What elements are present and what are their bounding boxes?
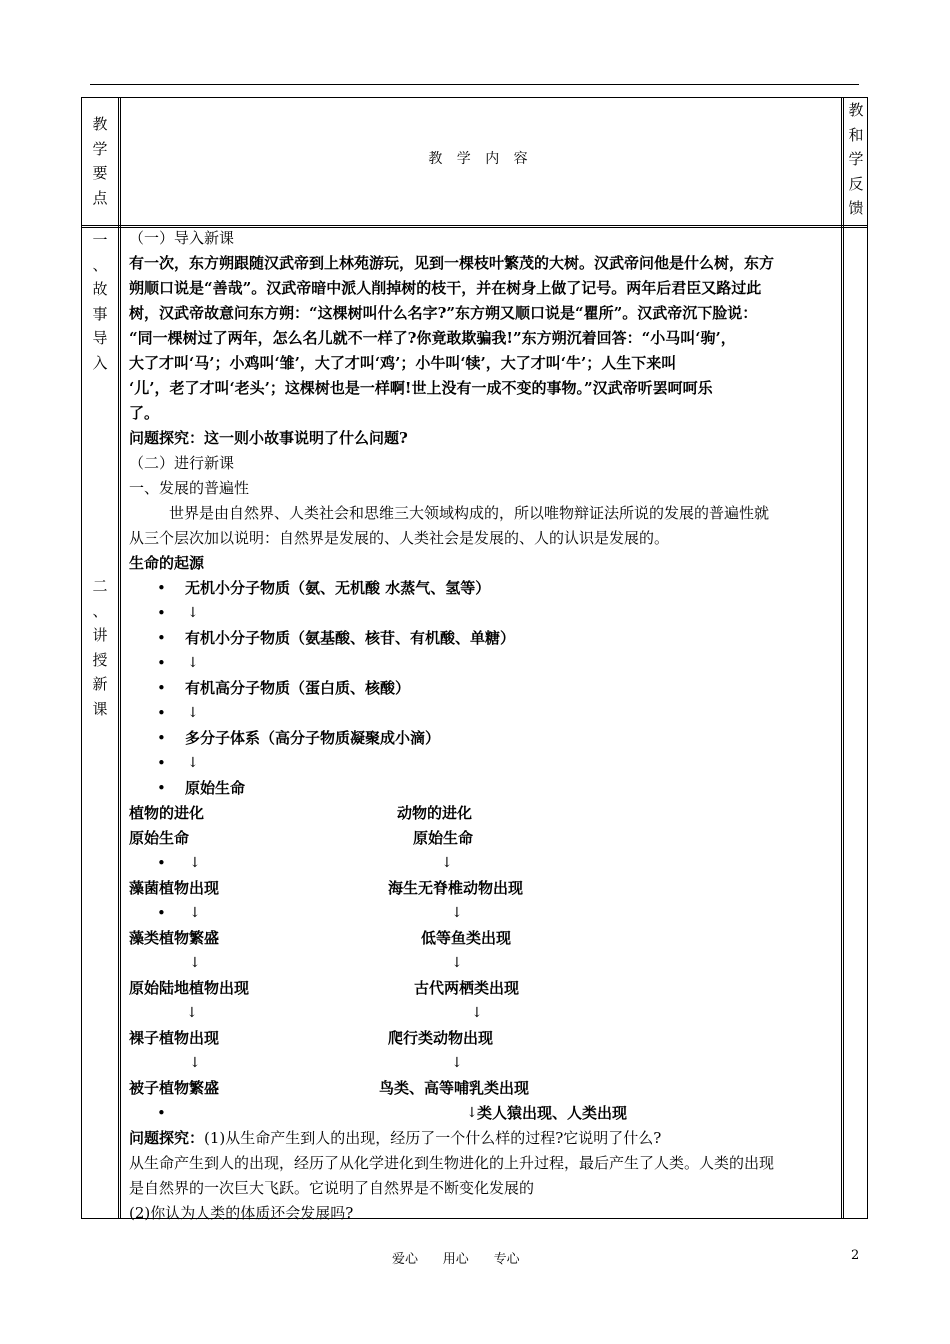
down-arrow-icon: ↓ <box>187 705 199 721</box>
header-char: 学 <box>848 150 864 168</box>
animal-step: 海生无脊椎动物出现 <box>388 879 524 897</box>
story-line: 树，汉武帝故意问东方朔：“这棵树叫什么名字?”东方朔又顺口说是“瞿所”。汉武帝沉下脸说： <box>129 304 758 322</box>
section-char: 新 <box>92 675 108 693</box>
bullet-dot: • <box>157 1104 166 1122</box>
inquiry-question: 问题探究：这一则小故事说明了什么问题? <box>129 429 408 447</box>
down-arrow-icon: ↓ <box>189 905 201 921</box>
animal-step: 原始生命 <box>413 829 474 847</box>
down-arrow-icon: ↓ <box>466 1105 478 1121</box>
bullet-dot: • <box>157 729 166 747</box>
inquiry-question-1 <box>129 1126 661 1150</box>
header-char: 教 <box>92 115 108 133</box>
column-divider <box>120 98 121 1218</box>
story-line: 朔顺口说是“善哉”。汉武帝暗中派人削掉树的枝干，并在树身上做了记号。两年后君臣又路过此 <box>129 279 762 297</box>
subheading-new-lesson: （二）进行新课 <box>129 454 235 472</box>
header-char: 和 <box>848 125 864 144</box>
story-line: 有一次，东方朔跟随汉武帝到上林苑游玩，见到一棵枝叶繁茂的大树。汉武帝问他是什么树，东方 <box>129 254 775 272</box>
plant-step: 藻类植物繁盛 <box>129 929 220 947</box>
bullet-dot: • <box>157 629 166 647</box>
bullet-dot: • <box>157 754 166 772</box>
answer-line: 是自然界的一次巨大飞跃。它说明了自然界是不断变化发展的 <box>129 1179 535 1197</box>
bullet-dot: • <box>157 604 166 622</box>
header-char: 馈 <box>848 199 864 217</box>
plant-evolution-title: 植物的进化 <box>129 804 205 822</box>
section-char: 授 <box>92 650 108 669</box>
plant-step: 藻菌植物出现 <box>129 879 220 897</box>
animal-evolution-title: 动物的进化 <box>397 804 473 822</box>
section-char: 入 <box>92 353 108 372</box>
plant-step: 原始陆地植物出现 <box>129 979 250 997</box>
bullet-dot: • <box>157 679 166 697</box>
bullet-dot: • <box>157 654 166 672</box>
chain-step: 有机高分子物质（蛋白质、核酸） <box>185 679 411 697</box>
animal-step: 爬行类动物出现 <box>388 1029 494 1047</box>
down-arrow-icon: ↓ <box>471 1005 483 1021</box>
story-line: 大了才叫‘马’；小鸡叫‘雏’，大了才叫‘鸡’；小牛叫‘犊’，大了才叫‘牛’；人生下来叫 <box>129 354 677 372</box>
story-line: 了。 <box>129 404 160 422</box>
bullet-dot: • <box>157 854 166 872</box>
footer-motto: 爱心 用心 专心 <box>392 1252 520 1267</box>
topic-heading: 一、发展的普遍性 <box>129 479 250 497</box>
bullet-dot: • <box>157 779 166 797</box>
down-arrow-icon: ↓ <box>189 855 201 871</box>
down-arrow-icon: ↓ <box>189 1055 201 1071</box>
bullet-dot: • <box>157 579 166 597</box>
down-arrow-icon: ↓ <box>451 955 463 971</box>
header-content-title: 教 学 内 容 <box>428 151 533 167</box>
story-line: ‘儿’，老了才叫‘老头’；这棵树也是一样啊!世上没有一成不变的事物。”汉武帝听罢呵呵乐 <box>129 379 713 397</box>
down-arrow-icon: ↓ <box>451 1055 463 1071</box>
down-arrow-icon: ↓ <box>187 755 199 771</box>
header-char: 点 <box>92 188 108 207</box>
story-line: “同一棵树过了两年，怎么名儿就不一样了?你竟敢欺骗我!”东方朔沉着回答：“小马叫‘驹’， <box>129 329 736 347</box>
header-char: 教 <box>848 101 864 119</box>
plant-step: 被子植物繁盛 <box>129 1079 220 1097</box>
header-char: 学 <box>92 139 108 158</box>
inquiry-question-2: (2)你认为人类的体质还会发展吗? <box>129 1204 354 1222</box>
section-char: 讲 <box>92 626 108 644</box>
plant-step: 原始生命 <box>129 829 190 847</box>
chain-step: 有机小分子物质（氨基酸、核苷、有机酸、单糖） <box>185 629 516 647</box>
down-arrow-icon: ↓ <box>441 855 453 871</box>
paragraph-line: 从三个层次加以说明：自然界是发展的、人类社会是发展的、人的认识是发展的。 <box>129 529 670 547</box>
bullet-dot: • <box>157 704 166 722</box>
down-arrow-icon: ↓ <box>187 605 199 621</box>
down-arrow-icon: ↓ <box>451 905 463 921</box>
section-char: 二 <box>92 577 108 595</box>
page-number: 2 <box>851 1248 860 1263</box>
animal-step: 低等鱼类出现 <box>421 929 512 947</box>
chain-step: 多分子体系（高分子物质凝聚成小滴） <box>185 729 441 747</box>
chain-step: 无机小分子物质（氨、无机酸 水蒸气、氢等） <box>185 579 491 597</box>
inquiry-label: 问题探究： <box>129 1129 205 1147</box>
animal-step: 类人猿出现、人类出现 <box>477 1104 628 1122</box>
bullet-dot: • <box>157 904 166 922</box>
inquiry-text: (1)从生命产生到人的出现，经历了一个什么样的过程?它说明了什么? <box>204 1129 662 1147</box>
down-arrow-icon: ↓ <box>186 1005 198 1021</box>
origin-of-life-heading: 生命的起源 <box>129 554 205 572</box>
header-rule <box>90 84 859 85</box>
subheading-intro: （一）导入新课 <box>129 229 235 247</box>
header-char: 反 <box>848 174 864 193</box>
plant-step: 裸子植物出现 <box>129 1029 220 1047</box>
animal-step: 鸟类、高等哺乳类出现 <box>379 1079 530 1097</box>
section-char: 、 <box>92 601 108 620</box>
down-arrow-icon: ↓ <box>187 655 199 671</box>
column-divider <box>841 98 842 1218</box>
animal-step: 古代两栖类出现 <box>414 979 520 997</box>
column-divider <box>118 98 119 1218</box>
paragraph-line: 世界是由自然界、人类社会和思维三大领域构成的，所以唯物辩证法所说的发展的普遍性就 <box>169 504 770 522</box>
header-char: 要 <box>92 164 108 182</box>
section-story-intro <box>82 228 118 375</box>
header-feedback <box>843 98 869 221</box>
down-arrow-icon: ↓ <box>189 955 201 971</box>
section-char: 故 <box>92 280 108 298</box>
section-char: 事 <box>92 304 108 323</box>
section-char: 、 <box>92 255 108 274</box>
section-new-lesson <box>82 574 118 721</box>
chain-step: 原始生命 <box>185 779 246 797</box>
section-char: 导 <box>92 329 108 347</box>
section-char: 课 <box>92 699 108 718</box>
column-divider <box>843 98 844 1218</box>
header-key-points <box>82 112 118 210</box>
section-char: 一 <box>92 231 108 249</box>
answer-line: 从生命产生到人的出现，经历了从化学进化到生物进化的上升过程，最后产生了人类。人类的出现 <box>129 1154 775 1172</box>
